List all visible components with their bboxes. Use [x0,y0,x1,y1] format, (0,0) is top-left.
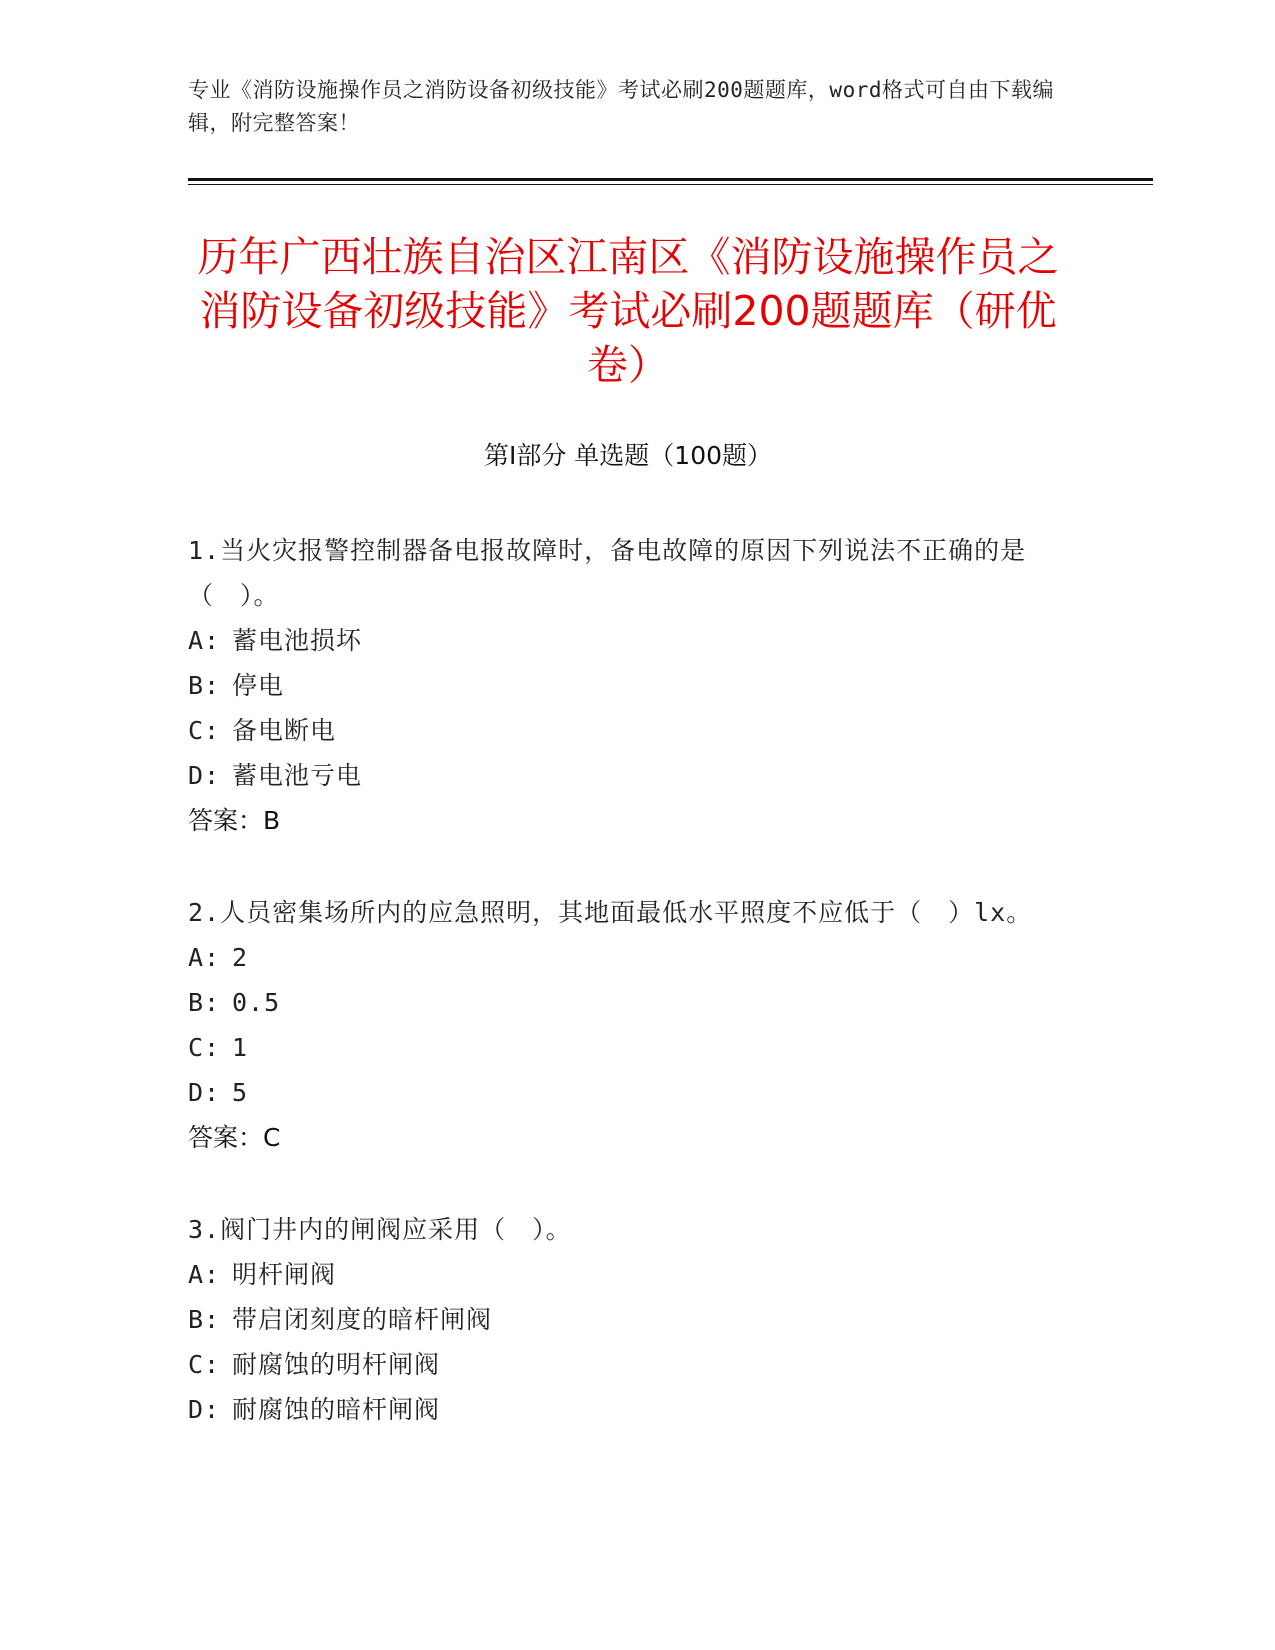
option-b [188,980,1068,1025]
option-a [188,935,1068,980]
option-letter: C: [188,1350,221,1379]
option-letter: A: [188,626,221,655]
option-text: 蓄电池损坏 [232,626,363,655]
option-d [188,1070,1068,1115]
answer-prefix: 答案： [188,1123,264,1152]
header-divider-thick [188,178,1153,181]
document-title: 历年广西壮族自治区江南区《消防设施操作员之消防设备初级技能》考试必刷200题题库（研优卷） [197,233,1059,389]
header-note: 专业《消防设施操作员之消防设备初级技能》考试必刷200题题库，word格式可自由下载编辑，附完整答案！ [188,78,1054,135]
question-stem: 3.阀门井内的闸阀应采用（ ）。 [188,1215,572,1244]
option-a [188,618,1068,663]
question-stem: 1.当火灾报警控制器备电报故障时，备电故障的原因下列说法不正确的是（ ）。 [188,536,1027,610]
answer-line [188,1115,1068,1160]
option-letter: B: [188,671,221,700]
option-letter: B: [188,988,221,1017]
option-text: 备电断电 [232,716,337,745]
option-text: 蓄电池亏电 [232,761,363,790]
option-c [188,708,1068,753]
answer-prefix: 答案： [188,806,264,835]
option-text: 带启闭刻度的暗杆闸阀 [232,1305,493,1334]
option-letter: C: [188,716,221,745]
question-1 [188,528,1068,843]
answer-line [188,798,1068,843]
question-stem: 2.人员密集场所内的应急照明，其地面最低水平照度不应低于（ ）lx。 [188,898,1033,927]
option-text: 耐腐蚀的暗杆闸阀 [232,1395,441,1424]
option-letter: D: [188,761,221,790]
option-b [188,1297,1068,1342]
option-c [188,1342,1068,1387]
question-3 [188,1207,1068,1432]
option-letter: A: [188,1260,221,1289]
option-d [188,753,1068,798]
option-text: 5 [232,1078,249,1107]
answer-value: C [263,1123,281,1152]
option-letter: D: [188,1078,221,1107]
option-text: 明杆闸阀 [232,1260,337,1289]
option-letter: A: [188,943,221,972]
question-list [188,528,1068,1479]
option-d [188,1387,1068,1432]
option-text: 停电 [232,671,285,700]
option-a [188,1252,1068,1297]
option-c [188,1025,1068,1070]
section-heading: 第I部分 单选题（100题） [483,441,773,470]
header-divider-thin [188,184,1153,185]
option-letter: D: [188,1395,221,1424]
answer-value: B [263,806,281,835]
option-text: 2 [232,943,249,972]
option-letter: C: [188,1033,221,1062]
question-2 [188,890,1068,1160]
option-text: 0.5 [232,988,281,1017]
option-text: 1 [232,1033,249,1062]
option-b [188,663,1068,708]
option-text: 耐腐蚀的明杆闸阀 [232,1350,441,1379]
option-letter: B: [188,1305,221,1334]
